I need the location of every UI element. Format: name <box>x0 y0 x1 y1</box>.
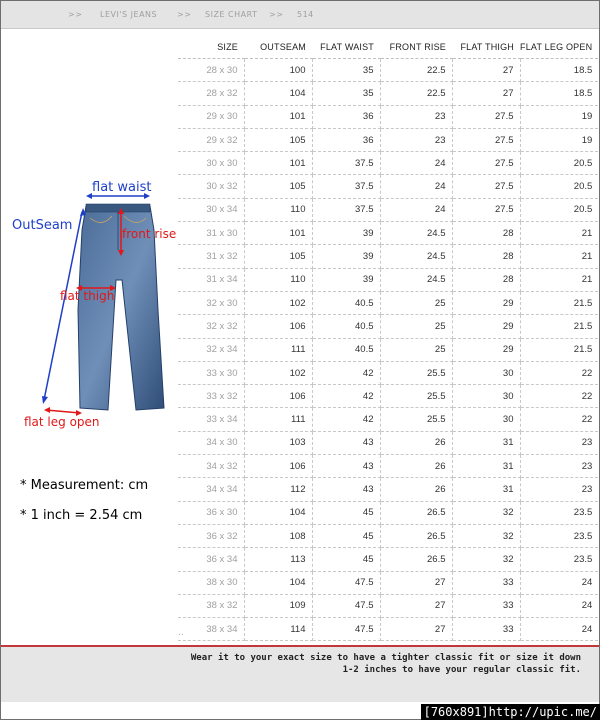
size-cell: 30 x 34 <box>178 198 244 221</box>
measurement-cell: 47.5 <box>312 618 380 641</box>
size-cell: 34 x 30 <box>178 431 244 454</box>
size-cell: 33 x 30 <box>178 361 244 384</box>
table-row <box>178 618 598 641</box>
table-row <box>178 385 598 408</box>
measurement-cell: 106 <box>244 455 312 478</box>
measurement-cell: 42 <box>312 408 380 431</box>
measurement-cell: 105 <box>244 128 312 151</box>
measurement-cell: 24.5 <box>380 245 452 268</box>
measurement-cell: 26.5 <box>380 524 452 547</box>
measurement-cell: 111 <box>244 408 312 431</box>
flat-leg-open-arrow <box>46 410 80 413</box>
measurement-cell: 106 <box>244 385 312 408</box>
column-header-front-rise: FRONT RISE <box>380 36 452 59</box>
measurement-cell: 114 <box>244 618 312 641</box>
size-cell: 33 x 34 <box>178 408 244 431</box>
image-host-watermark: [760x891]http://upic.me/ <box>421 704 600 720</box>
measurement-cell: 101 <box>244 222 312 245</box>
measurement-cell: 31 <box>452 455 520 478</box>
table-row <box>178 222 598 245</box>
measurement-cell: 33 <box>452 571 520 594</box>
size-cell: 28 x 32 <box>178 82 244 105</box>
size-chart-table <box>178 36 598 641</box>
measurement-cell: 43 <box>312 431 380 454</box>
measurement-cell: 25.5 <box>380 385 452 408</box>
measurement-cell: 39 <box>312 222 380 245</box>
measurement-cell: 104 <box>244 82 312 105</box>
measurement-cell: 105 <box>244 245 312 268</box>
measurement-cell: 24 <box>380 152 452 175</box>
measurement-cell: 45 <box>312 501 380 524</box>
size-cell: 34 x 34 <box>178 478 244 501</box>
size-cell: 31 x 30 <box>178 222 244 245</box>
measurement-cell: 22 <box>520 408 598 431</box>
measurement-cell: 37.5 <box>312 152 380 175</box>
measurement-cell: 47.5 <box>312 594 380 617</box>
measurement-cell: 26 <box>380 455 452 478</box>
size-cell: 28 x 30 <box>178 59 244 82</box>
measurement-cell: 101 <box>244 152 312 175</box>
measurement-cell: 24 <box>380 198 452 221</box>
measurement-cell: 18.5 <box>520 82 598 105</box>
size-cell: 30 x 30 <box>178 152 244 175</box>
measurement-cell: 100 <box>244 59 312 82</box>
outseam-arrow <box>44 212 82 400</box>
measurement-cell: 19 <box>520 105 598 128</box>
table-row <box>178 431 598 454</box>
measurement-cell: 27.5 <box>452 128 520 151</box>
table-row <box>178 315 598 338</box>
table-row <box>178 501 598 524</box>
measurement-cell: 36 <box>312 128 380 151</box>
measurement-cell: 24.5 <box>380 222 452 245</box>
measurement-cell: 26 <box>380 478 452 501</box>
size-cell: 36 x 34 <box>178 548 244 571</box>
measurement-cell: 24 <box>520 594 598 617</box>
measurement-cell: 104 <box>244 571 312 594</box>
table-row <box>178 128 598 151</box>
measurement-cell: 109 <box>244 594 312 617</box>
measurement-cell: 47.5 <box>312 571 380 594</box>
measurement-cell: 30 <box>452 361 520 384</box>
column-header-outseam: OUTSEAM <box>244 36 312 59</box>
size-cell: 29 x 30 <box>178 105 244 128</box>
measurement-cell: 32 <box>452 524 520 547</box>
measurement-cell: 21.5 <box>520 315 598 338</box>
measurement-cell: 105 <box>244 175 312 198</box>
measurement-cell: 25 <box>380 315 452 338</box>
table-row <box>178 455 598 478</box>
outseam-label: OutSeam <box>12 218 73 233</box>
measurement-cell: 20.5 <box>520 198 598 221</box>
measurement-cell: 23.5 <box>520 524 598 547</box>
measurement-cell: 24.5 <box>380 268 452 291</box>
table-row <box>178 105 598 128</box>
measurement-cell: 31 <box>452 431 520 454</box>
fit-advice-line: 1-2 inches to have your regular classic fit. <box>342 665 581 675</box>
table-row <box>178 198 598 221</box>
measurement-cell: 45 <box>312 524 380 547</box>
table-row <box>178 82 598 105</box>
fit-advice-line: Wear it to your exact size to have a tighter classic fit or size it down <box>190 653 581 663</box>
table-row <box>178 152 598 175</box>
measurement-cell: 25 <box>380 338 452 361</box>
measurement-cell: 23 <box>520 478 598 501</box>
breadcrumb-separator: >> <box>269 10 284 19</box>
flat-thigh-label: flat thigh <box>60 289 115 303</box>
measurement-cell: 23 <box>380 105 452 128</box>
measurement-cell: 39 <box>312 268 380 291</box>
measurement-cell: 22.5 <box>380 82 452 105</box>
size-cell: 33 x 32 <box>178 385 244 408</box>
measurement-cell: 24 <box>520 618 598 641</box>
measurement-cell: 21 <box>520 268 598 291</box>
measurement-cell: 112 <box>244 478 312 501</box>
measurement-cell: 21 <box>520 222 598 245</box>
measurement-cell: 19 <box>520 128 598 151</box>
measurement-cell: 27 <box>380 618 452 641</box>
column-header-flat-waist: FLAT WAIST <box>312 36 380 59</box>
measurement-cell: 20.5 <box>520 175 598 198</box>
size-cell: 32 x 30 <box>178 291 244 314</box>
measurement-cell: 40.5 <box>312 315 380 338</box>
measurement-cell: 22 <box>520 385 598 408</box>
column-header-size: SIZE <box>178 36 244 59</box>
size-cell: 36 x 30 <box>178 501 244 524</box>
measurement-cell: 25.5 <box>380 361 452 384</box>
table-row <box>178 268 598 291</box>
measurement-cell: 43 <box>312 455 380 478</box>
measurement-cell: 23.5 <box>520 548 598 571</box>
fit-advice-footer <box>1 645 599 702</box>
table-row <box>178 175 598 198</box>
size-cell: 38 x 34 <box>178 618 244 641</box>
measurement-cell: 104 <box>244 501 312 524</box>
measurement-cell: 23.5 <box>520 501 598 524</box>
measurement-cell: 40.5 <box>312 338 380 361</box>
measurement-cell: 101 <box>244 105 312 128</box>
size-cell: 31 x 32 <box>178 245 244 268</box>
column-header-flat-leg-open: FLAT LEG OPEN <box>520 36 598 59</box>
size-cell: 36 x 32 <box>178 524 244 547</box>
measurement-cell: 102 <box>244 291 312 314</box>
measurement-cell: 42 <box>312 361 380 384</box>
measurement-cell: 28 <box>452 268 520 291</box>
measurement-cell: 113 <box>244 548 312 571</box>
table-row <box>178 548 598 571</box>
measurement-cell: 26.5 <box>380 501 452 524</box>
measurement-cell: 29 <box>452 338 520 361</box>
measurement-cell: 42 <box>312 385 380 408</box>
size-cell: 38 x 30 <box>178 571 244 594</box>
column-header-flat-thigh: FLAT THIGH <box>452 36 520 59</box>
measurement-cell: 106 <box>244 315 312 338</box>
table-row <box>178 291 598 314</box>
size-cell: 32 x 34 <box>178 338 244 361</box>
measurement-cell: 27.5 <box>452 198 520 221</box>
flat-waist-label: flat waist <box>92 180 152 195</box>
breadcrumb-separator: >> <box>177 10 192 19</box>
breadcrumb-brand-link[interactable]: LEVI'S JEANS <box>100 10 158 19</box>
measurement-cell: 23 <box>520 431 598 454</box>
measurement-cell: 22.5 <box>380 59 452 82</box>
fit-advice-text <box>161 652 581 676</box>
measurement-cell: 102 <box>244 361 312 384</box>
table-row <box>178 245 598 268</box>
table-row <box>178 361 598 384</box>
measurement-cell: 43 <box>312 478 380 501</box>
measurement-cell: 28 <box>452 222 520 245</box>
size-cell: 31 x 34 <box>178 268 244 291</box>
measurement-cell: 24 <box>520 571 598 594</box>
measurement-cell: 18.5 <box>520 59 598 82</box>
breadcrumb <box>1 1 599 29</box>
size-table-body <box>178 59 598 641</box>
measurement-cell: 26.5 <box>380 548 452 571</box>
measurement-cell: 21.5 <box>520 338 598 361</box>
measurement-cell: 23 <box>380 128 452 151</box>
breadcrumb-size-chart-link[interactable]: SIZE CHART <box>205 10 258 19</box>
measurement-cell: 37.5 <box>312 198 380 221</box>
measurement-cell: 31 <box>452 478 520 501</box>
measurement-cell: 23 <box>520 455 598 478</box>
measurement-cell: 32 <box>452 548 520 571</box>
measurement-cell: 33 <box>452 618 520 641</box>
table-row <box>178 59 598 82</box>
size-cell: 34 x 32 <box>178 455 244 478</box>
table-row <box>178 338 598 361</box>
breadcrumb-separator: >> <box>68 10 83 19</box>
measurement-cell: 21 <box>520 245 598 268</box>
measurement-cell: 21.5 <box>520 291 598 314</box>
inch-conversion-note: * 1 inch = 2.54 cm <box>20 508 143 523</box>
measurement-cell: 27.5 <box>452 175 520 198</box>
table-row <box>178 594 598 617</box>
measurement-cell: 27 <box>380 571 452 594</box>
measurement-cell: 36 <box>312 105 380 128</box>
measurement-cell: 110 <box>244 198 312 221</box>
measurement-cell: 29 <box>452 291 520 314</box>
front-rise-label: front rise <box>122 227 177 241</box>
measurement-cell: 103 <box>244 431 312 454</box>
measurement-unit-note: * Measurement: cm <box>20 478 149 493</box>
size-cell: 29 x 32 <box>178 128 244 151</box>
measurement-cell: 45 <box>312 548 380 571</box>
size-cell: 30 x 32 <box>178 175 244 198</box>
measurement-cell: 111 <box>244 338 312 361</box>
measurement-cell: 26 <box>380 431 452 454</box>
measurement-cell: 37.5 <box>312 175 380 198</box>
measurement-cell: 30 <box>452 385 520 408</box>
table-header-row <box>178 36 598 59</box>
measurement-cell: 27 <box>452 59 520 82</box>
measurement-cell: 35 <box>312 82 380 105</box>
measurement-cell: 22 <box>520 361 598 384</box>
measurement-cell: 25.5 <box>380 408 452 431</box>
measurement-cell: 25 <box>380 291 452 314</box>
measurement-cell: 27.5 <box>452 105 520 128</box>
measurement-cell: 24 <box>380 175 452 198</box>
table-row <box>178 478 598 501</box>
measurement-cell: 35 <box>312 59 380 82</box>
measurement-cell: 27.5 <box>452 152 520 175</box>
measurement-cell: 29 <box>452 315 520 338</box>
measurement-cell: 33 <box>452 594 520 617</box>
measurement-cell: 28 <box>452 245 520 268</box>
table-row <box>178 571 598 594</box>
measurement-cell: 20.5 <box>520 152 598 175</box>
measurement-cell: 30 <box>452 408 520 431</box>
measurement-cell: 32 <box>452 501 520 524</box>
measurement-cell: 39 <box>312 245 380 268</box>
breadcrumb-model: 514 <box>297 10 314 19</box>
size-cell: 38 x 32 <box>178 594 244 617</box>
measurement-cell: 108 <box>244 524 312 547</box>
measurement-cell: 110 <box>244 268 312 291</box>
size-cell: 32 x 32 <box>178 315 244 338</box>
flat-leg-open-label: flat leg open <box>24 415 100 429</box>
measurement-cell: 27 <box>452 82 520 105</box>
measurement-cell: 27 <box>380 594 452 617</box>
table-row <box>178 408 598 431</box>
measurement-cell: 40.5 <box>312 291 380 314</box>
table-end-marker: .. <box>178 628 184 638</box>
table-row <box>178 524 598 547</box>
